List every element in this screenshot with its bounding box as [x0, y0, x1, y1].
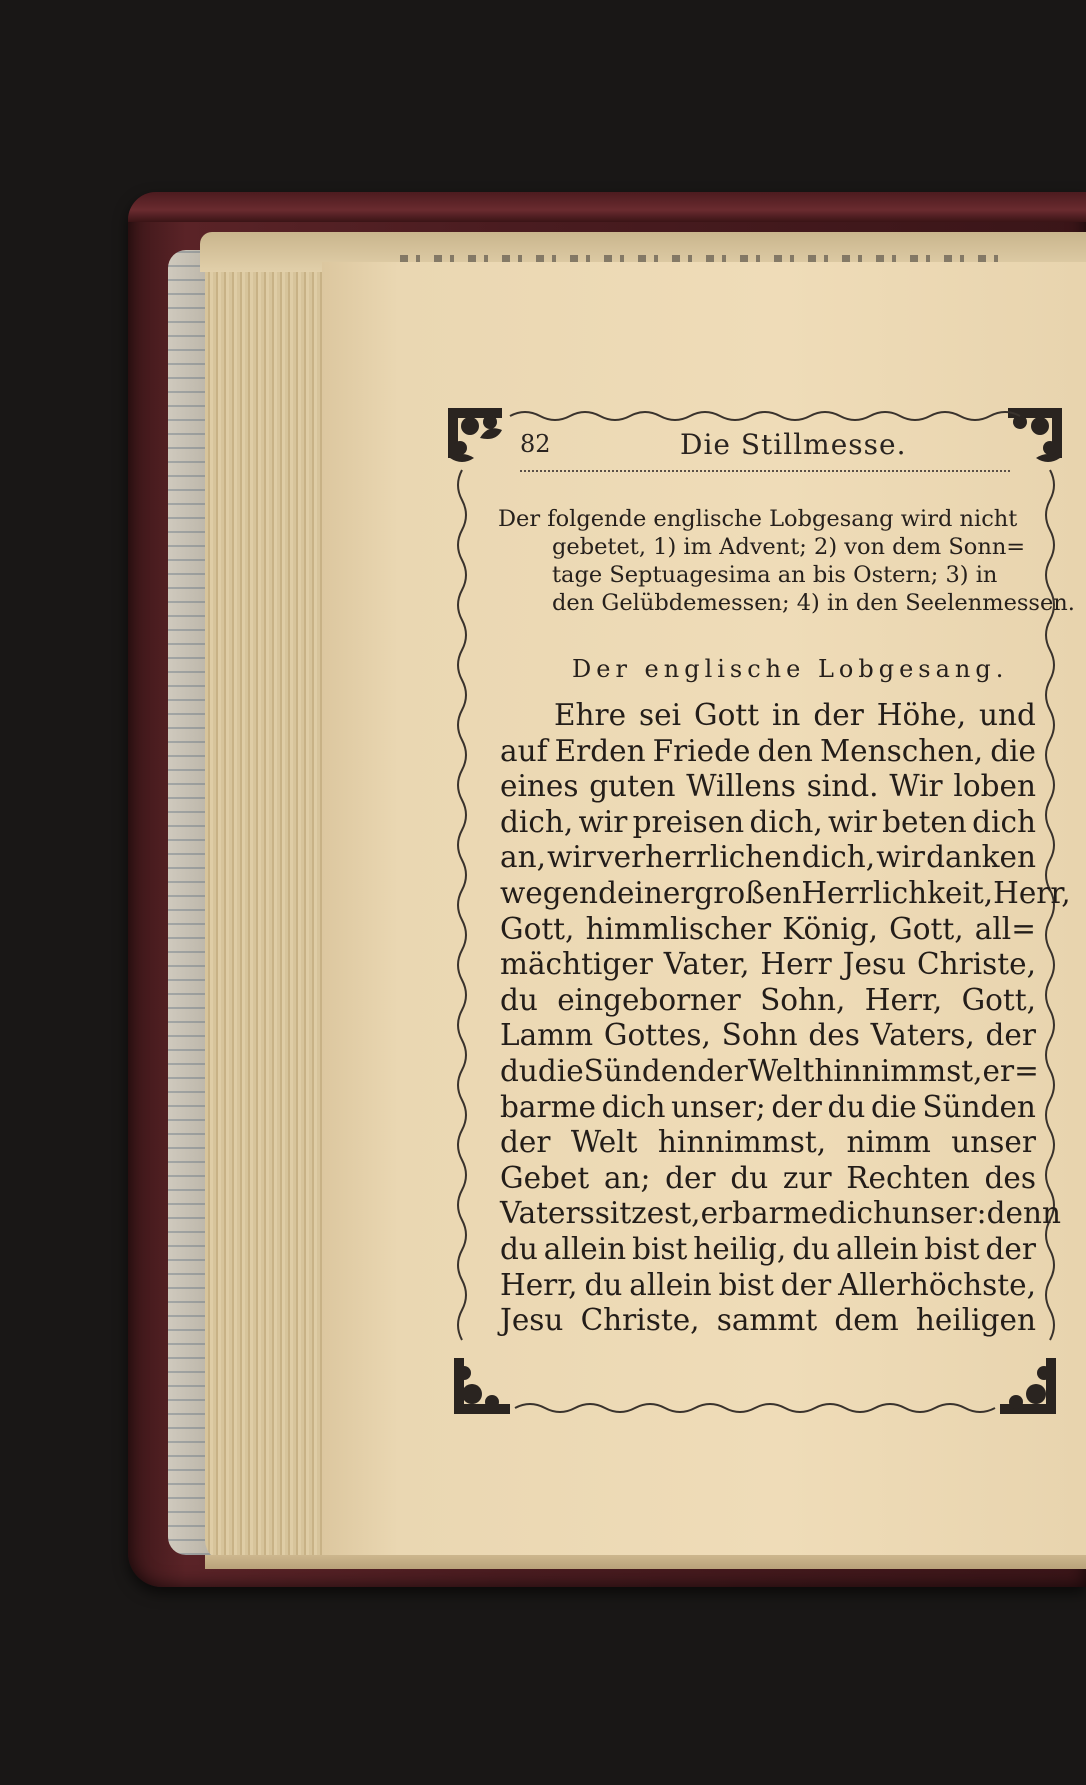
- cover-top-edge: [128, 192, 1086, 222]
- hymn-line: Gebet an; der du zur Rechten des: [500, 1160, 1036, 1195]
- corner-flourish-top-right-icon: [1008, 408, 1062, 462]
- corner-flourish-bottom-left-icon: [454, 1358, 510, 1414]
- rubric-line: tage Septuagesima an bis Ostern; 3) in: [552, 562, 998, 588]
- hymn-line: mächtiger Vater, Herr Jesu Christe,: [500, 947, 1036, 982]
- page-number: 82: [520, 430, 551, 458]
- hymn-line: an, wir verherrlichen dich, wir danken: [500, 840, 1036, 875]
- bottom-wavy-rule: [515, 1404, 995, 1412]
- hymn-line: Lamm Gottes, Sohn des Vaters, der: [500, 1018, 1036, 1053]
- rubric-note: [498, 505, 1075, 617]
- page-bottom-edge: [205, 1555, 1086, 1569]
- hymn-line: auf Erden Friede den Menschen, die: [500, 733, 1036, 768]
- rubric-line: Der folgende englische Lobgesang wird nicht: [498, 506, 1018, 532]
- hymn-line: der Welt hinnimmst, nimm unser: [500, 1125, 1036, 1160]
- hymn-line: du allein bist heilig, du allein bist der: [500, 1231, 1036, 1266]
- corner-flourish-bottom-right-icon: [1000, 1358, 1056, 1414]
- hymn-text: [500, 698, 1071, 1339]
- hymn-title: Der englische Lobgesang.: [572, 655, 1009, 683]
- hymn-line: Gott, himmlischer König, Gott, all=: [500, 911, 1036, 946]
- left-wavy-rule: [458, 470, 466, 1340]
- top-wavy-rule: [510, 412, 1020, 420]
- hymn-line: eines guten Willens sind. Wir loben: [500, 769, 1036, 804]
- hymn-line: du eingeborner Sohn, Herr, Gott,: [500, 982, 1036, 1017]
- hymn-line: Ehre sei Gott in der Höhe, und: [554, 698, 1036, 732]
- corner-flourish-top-left-icon: [448, 408, 502, 462]
- running-title: Die Stillmesse.: [680, 428, 907, 461]
- rubric-line: den Gelübdemessen; 4) in den Seelenmessen.: [552, 590, 1075, 616]
- hymn-line: barme dich unser; der du die Sünden: [500, 1089, 1036, 1124]
- rubric-line: gebetet, 1) im Advent; 2) von dem Sonn=: [552, 534, 1026, 560]
- hymn-line: wegen deiner großen Herrlichkeit, Herr,: [500, 875, 1071, 910]
- hymn-line: Vaters sitzest, erbarme dich unser: denn: [500, 1196, 1061, 1231]
- hymn-line: Jesu Christe, sammt dem heiligen: [500, 1303, 1036, 1338]
- header-dotted-rule: [520, 470, 1010, 472]
- hymn-line: du die Sünden der Welt hinnimmst, er=: [500, 1053, 1039, 1088]
- hymn-line: Herr, du allein bist der Allerhöchste,: [500, 1267, 1036, 1302]
- hymn-line: dich, wir preisen dich, wir beten dich: [500, 804, 1036, 839]
- page-block-edge: [205, 232, 325, 1562]
